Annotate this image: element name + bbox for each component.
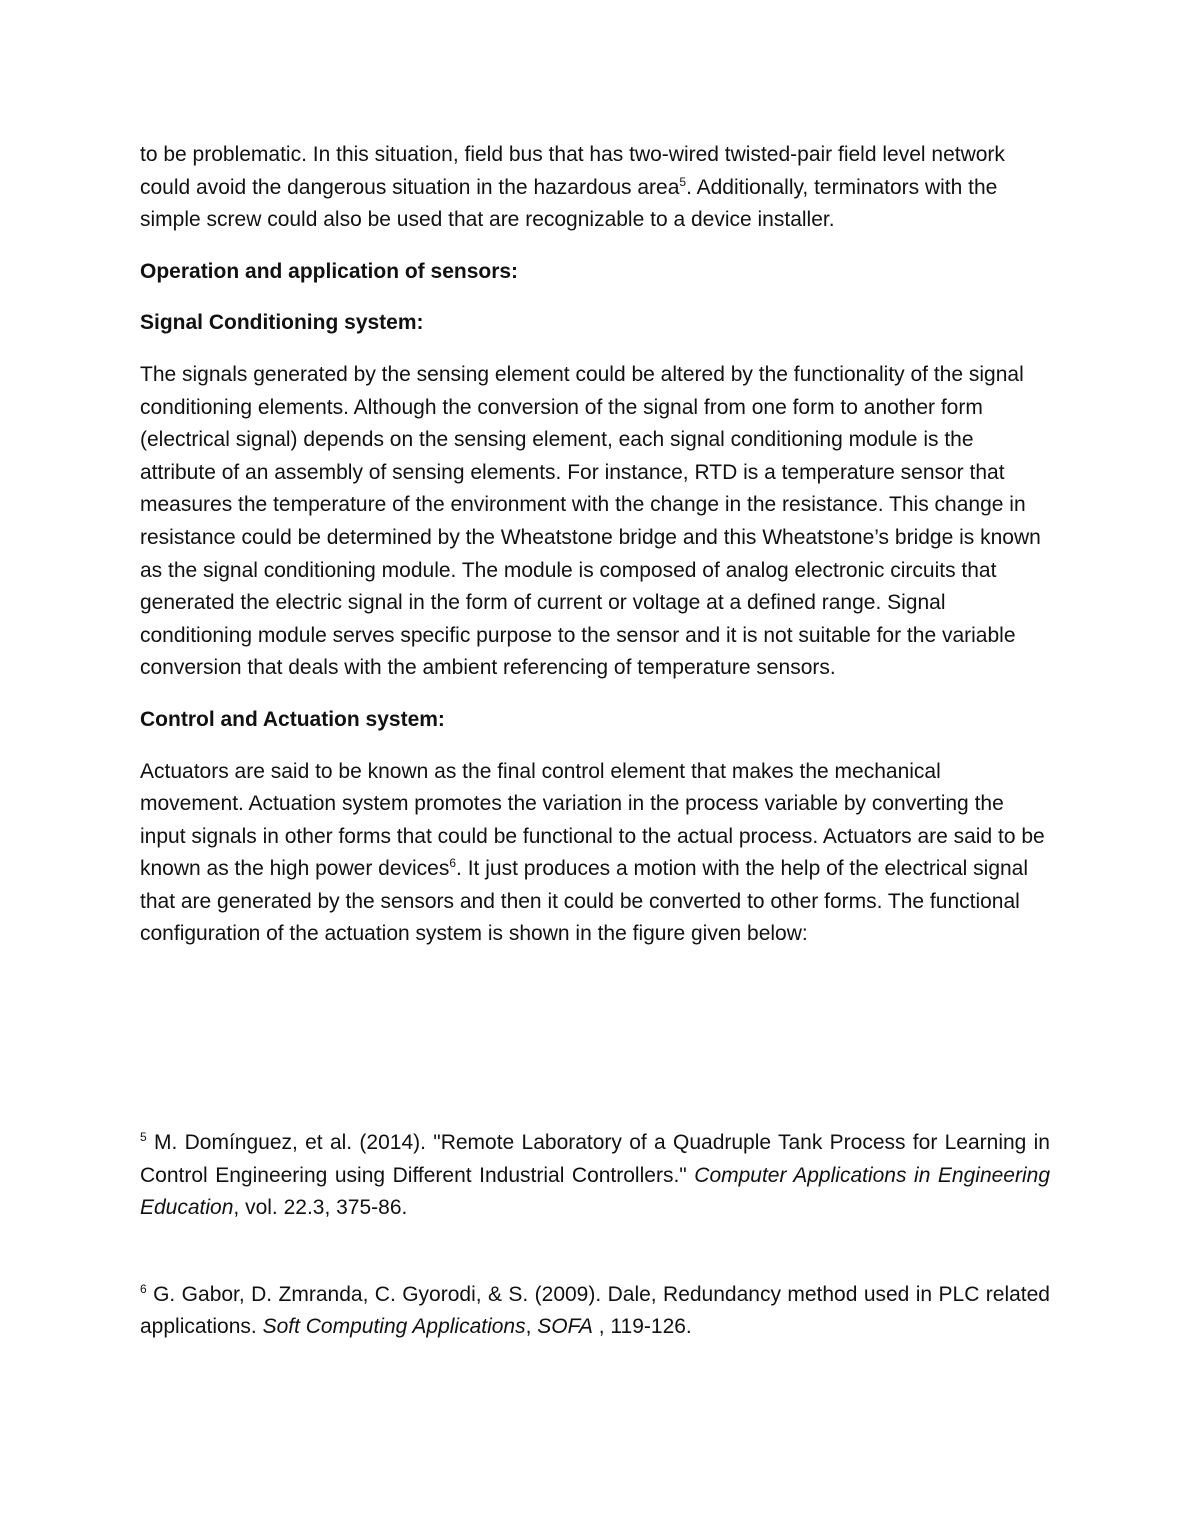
heading-sensors: Operation and application of sensors:	[140, 259, 519, 283]
footnote-text: ,	[525, 1315, 538, 1339]
paragraph-text: to be problematic. In this situation, field bus that has two-wired twisted-pair field level network could avoid the dangerous situation in the hazardous area	[140, 143, 1005, 199]
footnote-journal-abbrev: SOFA	[537, 1315, 593, 1339]
footnote-ref[interactable]: 5	[679, 174, 687, 189]
paragraph-fieldbus	[140, 139, 1050, 237]
paragraph-actuators	[140, 756, 1050, 952]
footnote-5	[140, 1127, 1050, 1225]
paragraph-signal-conditioning: The signals generated by the sensing element could be altered by the functionality of the signal conditioning elements. Although the conversion of the signal from one form to another form (electrical signal) depends on the sensing element, each signal conditioning module is the attribute of an assembly of sensing elements. For instance, RTD is a temperature sensor that measures the temperature of the environment with the change in the resistance. This change in resistance could be determined by the Wheatstone bridge and this Wheatstone’s bridge is known as the signal conditioning module. The module is composed of analog electronic circuits that generated the electric signal in the form of current or voltage at a defined range. Signal conditioning module serves specific purpose to the sensor and it is not suitable for the variable conversion that deals with the ambient referencing of temperature sensors.	[140, 362, 1041, 680]
document-body	[140, 139, 1050, 970]
footnote-text: M. Domínguez, et al. (2014). "Remote Laboratory of a Quadruple Tank Process for Learning in Control Engineering using Different Industrial Controllers."	[140, 1131, 1050, 1187]
footnote-text: , vol. 22.3, 375-86.	[233, 1196, 408, 1220]
heading-signal-conditioning: Signal Conditioning system:	[140, 311, 424, 335]
footnote-number: 5	[140, 1130, 147, 1144]
footnotes	[140, 1127, 1050, 1344]
footnote-journal: Soft Computing Applications	[262, 1315, 526, 1339]
paragraph-text: . Additionally, terminators with the simple screw could also be used that are recognizable to a device installer.	[140, 175, 998, 232]
footnote-number: 6	[140, 1281, 147, 1296]
footnote-ref[interactable]: 6	[449, 856, 457, 871]
heading-control-actuation: Control and Actuation system:	[140, 707, 445, 731]
footnote-6	[140, 1279, 1050, 1344]
footnote-text: G. Gabor, D. Zmranda, C. Gyorodi, & S. (2009). Dale, Redundancy method used in PLC related applications.	[140, 1282, 1050, 1339]
footnote-journal: Computer Applications in Engineering Education	[140, 1163, 1051, 1220]
paragraph-text: Actuators are said to be known as the final control element that makes the mechanical movement. Actuation system promotes the variation in the process variable by converting the input signals in other forms that could be functional to the actual process. Actuators are said to be known as the high power devices	[140, 759, 1045, 881]
footnote-text: , 119-126.	[592, 1315, 692, 1339]
paragraph-text: . It just produces a motion with the help of the electrical signal that are generated by the sensors and then it could be converted to other forms. The functional configuration of the actuation system is shown in the figure given below:	[140, 857, 1029, 946]
